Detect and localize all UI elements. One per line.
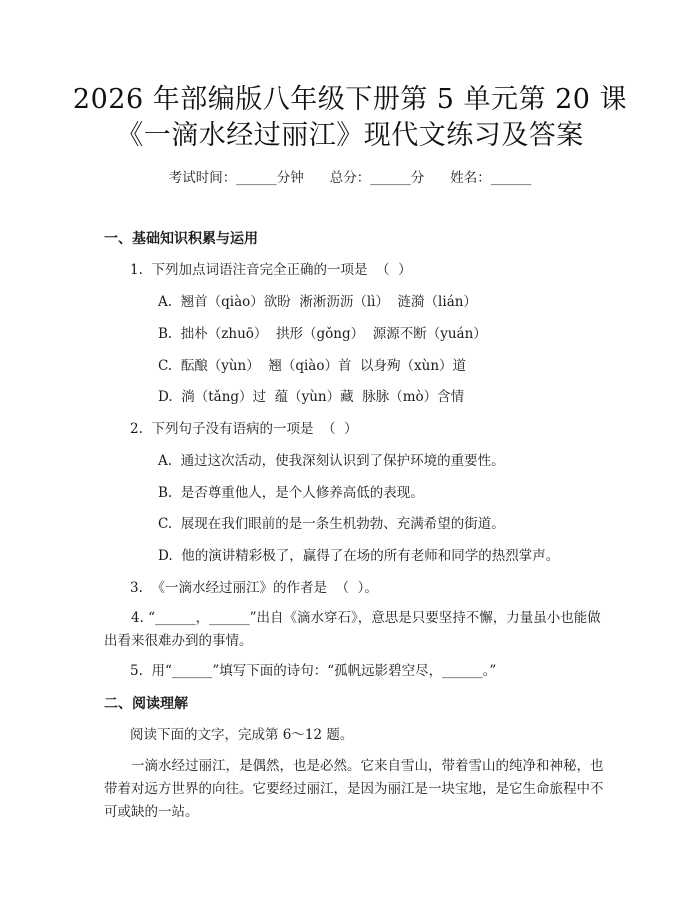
section-heading-basics: 一、基础知识积累与运用 [104,231,258,247]
exam-meta [0,168,700,188]
student-name: 姓名：______ [450,170,532,186]
question-2: 2. 下列句子没有语病的一项是 （ ） [130,421,358,437]
question-4: 4. “______，______”出自《滴水穿石》，意思是只要坚持不懈，力量虽小也能做出看来很难办到的事情。 [104,610,601,649]
question-1-option-a: A. 翘首（qiào）欲盼 淅淅沥沥（lì） 涟漪（lián） [158,294,477,310]
question-2-option-a: A. 通过这次活动，使我深刻认识到了保护环境的重要性。 [158,453,505,469]
question-5: 5. 用“______”填写下面的诗句：“孤帆远影碧空尽，______。” [130,663,497,679]
question-1-option-b: B. 拙朴（zhuō） 拱形（gǒng） 源源不断（yuán） [158,326,487,342]
question-1-option-c: C. 酝酿（yùn） 翘（qiào）首 以身殉（xùn）道 [158,358,467,374]
exam-time: 考试时间：______分钟 [168,170,304,186]
page-title-line1: 2026 年部编版八年级下册第 5 单元第 20 课 [72,84,628,115]
question-2-option-b: B. 是否尊重他人，是个人修养高低的表现。 [158,485,424,501]
reading-passage: 一滴水经过丽江，是偶然，也是必然。它来自雪山，带着雪山的纯净和神秘，也带着对远方世界的向往。它要经过丽江，是因为丽江是一块宝地，是它生命旅程中不可或缺的一站。 [104,758,604,820]
question-1: 1. 下列加点词语注音完全正确的一项是 （ ） [130,262,412,278]
reading-intro: 阅读下面的文字，完成第 6～12 题。 [130,727,354,743]
page-title-line2: 《一滴水经过丽江》现代文练习及答案 [116,120,584,151]
total-score: 总分：______分 [329,170,425,186]
question-2-option-d: D. 他的演讲精彩极了，赢得了在场的所有老师和同学的热烈掌声。 [158,548,560,564]
question-3: 3. 《一滴水经过丽江》的作者是 （ ）。 [130,580,378,596]
question-2-option-c: C. 展现在我们眼前的是一条生机勃勃、充满希望的街道。 [158,516,505,532]
section-heading-reading: 二、阅读理解 [104,696,188,712]
question-1-option-d: D. 淌（tǎng）过 蕴（yùn）藏 脉脉（mò）含情 [158,389,465,405]
